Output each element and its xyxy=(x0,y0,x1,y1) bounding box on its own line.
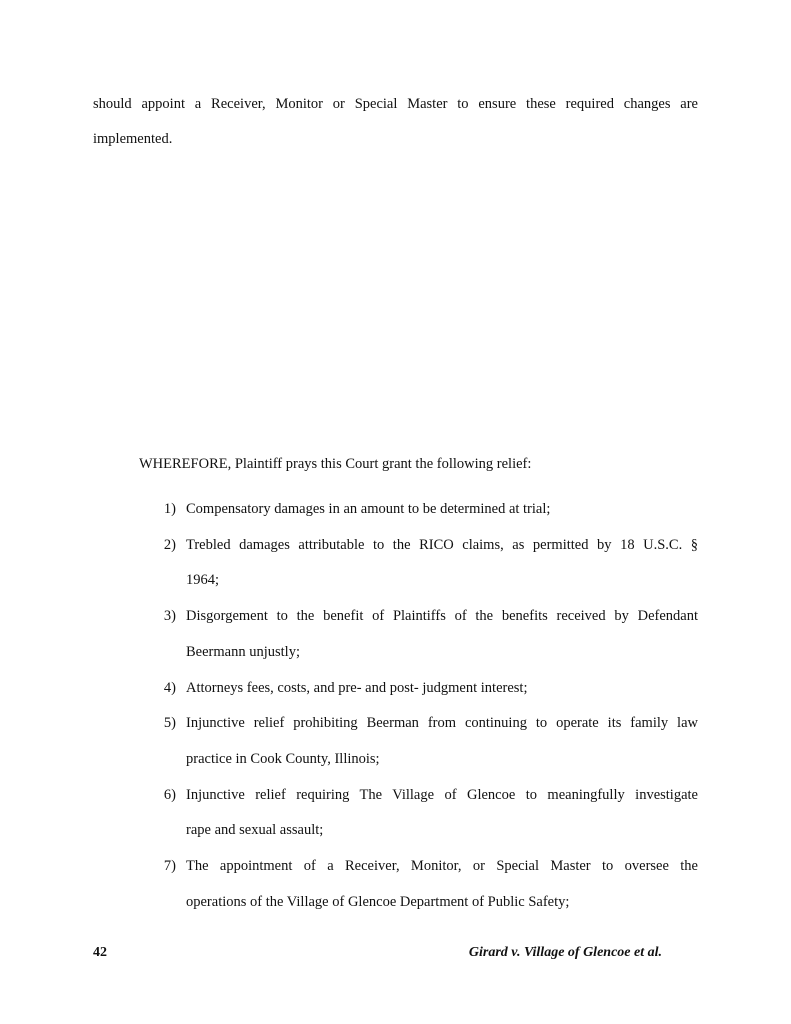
intro-line-2: implemented. xyxy=(93,131,173,147)
relief-item-2-line-2: 1964; xyxy=(186,572,220,588)
relief-item-2-line-1: Trebled damages attributable to the RICO claims, as permitted by 18 U.S.C. § xyxy=(186,537,698,553)
relief-item-6-line-2: rape and sexual assault; xyxy=(186,822,324,838)
relief-number: 5) xyxy=(163,715,176,731)
case-caption: Girard v. Village of Glencoe et al. xyxy=(468,945,662,960)
relief-number: 4) xyxy=(163,680,176,696)
intro-line-1: should appoint a Receiver, Monitor or Special Master to ensure these required changes are xyxy=(93,96,698,112)
relief-number: 3) xyxy=(163,608,176,624)
relief-item-5-line-1: Injunctive relief prohibiting Beerman from continuing to operate its family law xyxy=(186,715,698,731)
relief-item-7-line-1: The appointment of a Receiver, Monitor, or Special Master to oversee the xyxy=(186,858,698,874)
relief-item-4-line-1: Attorneys fees, costs, and pre- and post- judgment interest; xyxy=(186,680,528,696)
relief-number: 1) xyxy=(163,501,176,517)
relief-number: 7) xyxy=(163,858,176,874)
relief-item-3-line-1: Disgorgement to the benefit of Plaintiffs of the benefits received by Defendant xyxy=(186,608,698,624)
relief-item-5-line-2: practice in Cook County, Illinois; xyxy=(186,751,380,767)
relief-item-1-line-1: Compensatory damages in an amount to be determined at trial; xyxy=(186,501,551,517)
page-number: 42 xyxy=(93,945,107,960)
relief-number: 6) xyxy=(163,787,176,803)
relief-item-7-line-2: operations of the Village of Glencoe Department of Public Safety; xyxy=(186,894,570,910)
relief-number: 2) xyxy=(163,537,176,553)
relief-item-3-line-2: Beermann unjustly; xyxy=(186,644,300,660)
relief-item-6-line-1: Injunctive relief requiring The Village of Glencoe to meaningfully investigate xyxy=(186,787,698,803)
wherefore-clause: WHEREFORE, Plaintiff prays this Court grant the following relief: xyxy=(139,456,532,472)
